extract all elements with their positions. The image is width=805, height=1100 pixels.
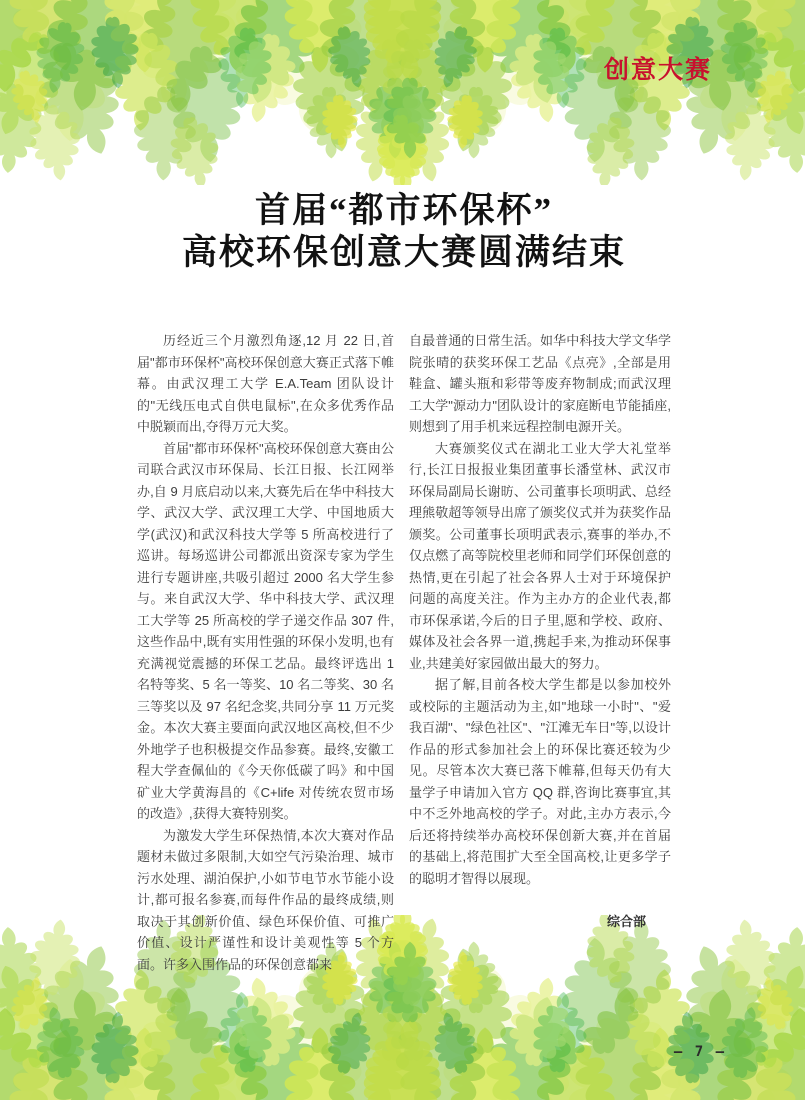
article-paragraph: 据了解,目前各校大学生都是以参加校外或校际的主题活动为主,如"地球一小时"、"爱我百湖"、"绿色社区"、"江滩无车日"等,以设计作品的形式参加社会上的环保比赛还较为少见。尽管本次大赛已落下帷幕,但每天仍有大量学子申请加入官方 QQ 群,咨询比赛事宜,其中不乏外地高校的学子。对此,主办方表示,今后还将持续举办高校环保创新大赛,并在首届的基础上,将范围扩大至全国高校,让更多学子的聪明才智得以展现。 bbox=[409, 677, 671, 886]
signature: 综合部 bbox=[606, 914, 646, 929]
article-column-right bbox=[409, 330, 671, 975]
article-paragraph: 大赛颁奖仪式在湖北工业大学大礼堂举行,长江日报报业集团董事长潘堂林、武汉市环保局副局长谢昉、公司董事长项明武、总经理熊敬超等领导出席了颁奖仪式并为获奖作品颁奖。公司董事长项明武表示,赛事的举办,不仅点燃了高等院校里老师和同学们环保创意的热情,更在引起了社会各界人士对于环境保护问题的高度关注。作为主办方的企业代表,都市环保承诺,今后的日子里,愿和学校、政府、媒体及社会各界一道,携起手来,为推动环保事业,共建美好家园做出最大的努力。 bbox=[409, 440, 671, 671]
article-paragraph: 首届"都市环保杯"高校环保创意大赛由公司联合武汉市环保局、长江日报、长江网举办,自 9 月底启动以来,大赛先后在华中科技大学、武汉大学、武汉理工大学、中国地质大学(武汉)和武汉科技大学等 5 所高校进行了巡讲。每场巡讲公司都派出资深专家为学生进行专题讲座,共吸引超过 2000 名大学生参与。来自武汉大学、华中科技大学、武汉理工大学等 25 所高校的学子递交作品 307 件,这些作品中,既有实用性强的环保小发明,也有充满视觉震撼的环保工艺品。最终评选出 1 名特等奖、5 名一等奖、10 名二等奖、30 名三等奖以及 97 名纪念奖,共同分享 11 万元奖金。本次大赛主要面向武汉地区高校,但不少外地学子也积极提交作品参赛。最终,安徽工程大学查佩仙的《今天你低碳了吗》和中国矿业大学黄海昌的《C+life 对传统农贸市场的改造》,获得大赛特别奖。 bbox=[137, 440, 394, 821]
category-label: 创意大赛 bbox=[603, 57, 712, 84]
title-line-2: 高校环保创意大赛圆满结束 bbox=[181, 233, 626, 272]
article-column-left bbox=[137, 330, 394, 975]
leaf-decoration-top bbox=[0, 0, 805, 185]
article-paragraph: 自最普通的日常生活。如华中科技大学文华学院张晴的获奖环保工艺品《点亮》,全部是用鞋盒、罐头瓶和彩带等废弃物制成;而武汉理工大学"源动力"团队设计的家庭断电节能插座,则想到了用手机来远程控制电源开关。 bbox=[409, 333, 671, 434]
title-line-1: 首届“都市环保杯” bbox=[254, 191, 553, 230]
page-number: – 7 – bbox=[673, 1044, 727, 1060]
article-body bbox=[137, 330, 671, 975]
article-paragraph: 历经近三个月激烈角逐,12 月 22 日,首届"都市环保杯"高校环保创意大赛正式落下帷幕。由武汉理工大学 E.A.Team 团队设计的"无线压电式自供电鼠标",在众多优秀作品中脱颖而出,夺得万元大奖。 bbox=[137, 333, 394, 434]
article-paragraph: 为激发大学生环保热情,本次大赛对作品题材未做过多限制,大如空气污染治理、城市污水处理、湖泊保护,小如节电节水节能小设计,都可报名参赛,而每件作品的最终成绩,则取决于其创新价值、绿色环保价值、可推广价值、设计严谨性和设计美观性等 5 个方面。许多入围作品的环保创意都来 bbox=[137, 827, 394, 972]
article-title bbox=[104, 190, 704, 274]
